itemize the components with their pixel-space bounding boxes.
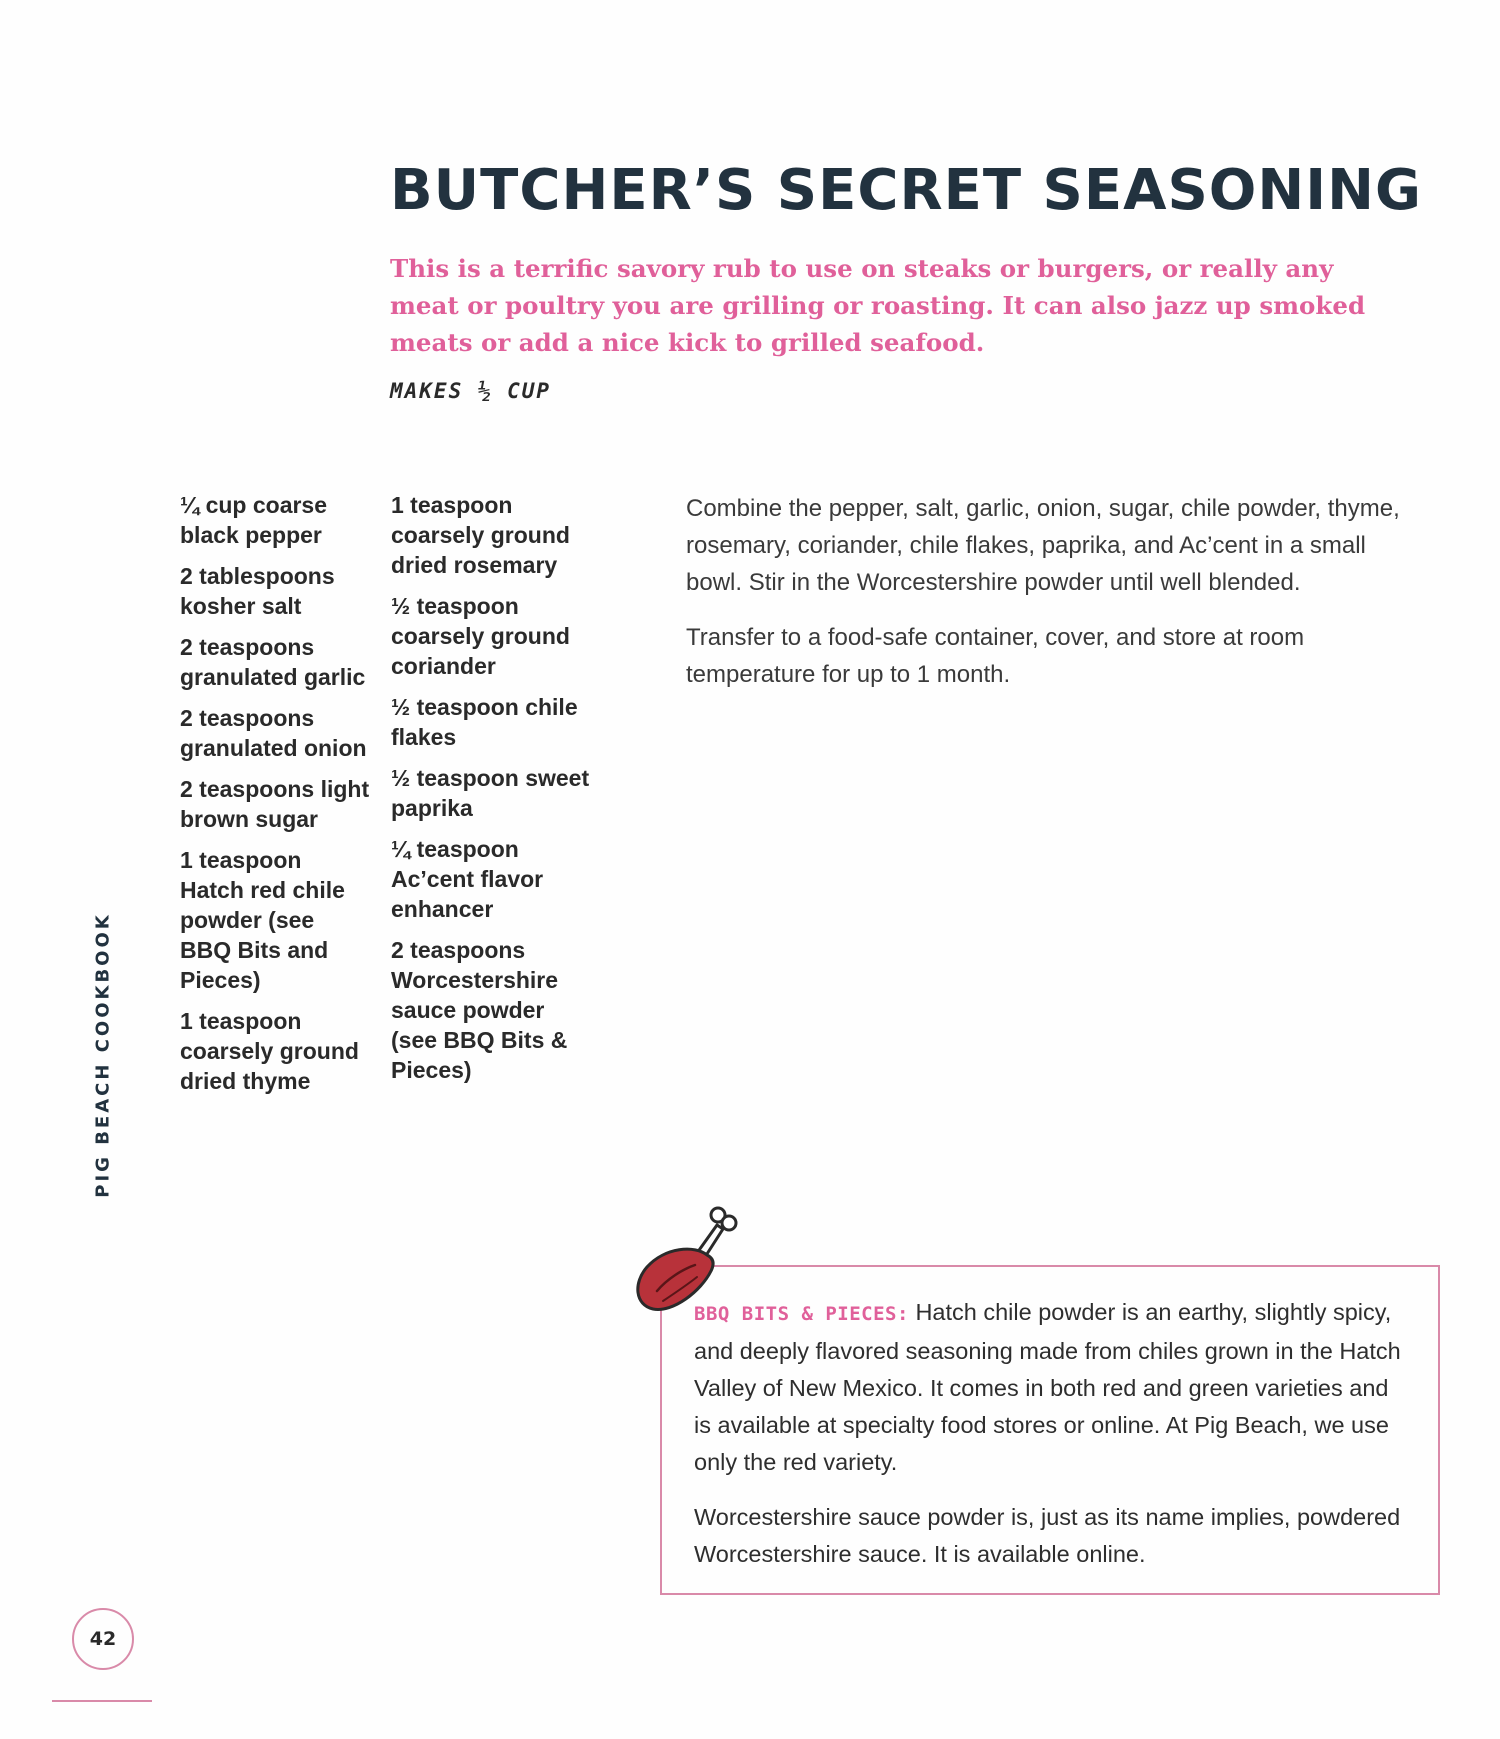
drumstick-icon (625, 1195, 760, 1330)
ingredient-item: ½ teaspoon chile flakes (391, 694, 578, 750)
tip-label: BBQ BITS & PIECES: (694, 1303, 909, 1325)
ingredient-item: 1 teaspoon Hatch red chile powder (see BBQ Bits and Pieces) (180, 847, 345, 993)
footer-divider (52, 1700, 152, 1702)
ingredient-item: ½ teaspoon sweet paprika (391, 765, 590, 821)
bbq-tip-box (660, 1265, 1440, 1595)
tip-paragraph-2: Worcestershire sauce powder is, just as its name implies, powdered Worcestershire sauce. It is available online. (694, 1504, 1401, 1567)
ingredient-item: 2 teaspoons granulated garlic (180, 634, 366, 690)
tip-paragraph-1 (694, 1294, 1404, 1481)
tip-text-1: Hatch chile powder is an earthy, slightly spicy, and deeply flavored seasoning made from chiles grown in the Hatch Valley of New Mexico. It comes in both red and green varieties and is available at specialty food stores or online. At Pig Beach, we use only the red variety. (694, 1299, 1401, 1475)
direction-step: Transfer to a food-safe container, cover, and store at room temperature for up to 1 month. (686, 624, 1305, 688)
page-number: 42 (72, 1608, 134, 1670)
ingredient-item: ½ teaspoon coarsely ground coriander (391, 593, 570, 679)
ingredients-left-column (180, 490, 370, 1107)
ingredient-item: ¼ cup coarse black pepper (180, 492, 328, 548)
ingredient-item: 2 teaspoons Worcestershire sauce powder (see BBQ Bits & Pieces) (391, 937, 568, 1083)
direction-step: Combine the pepper, salt, garlic, onion, sugar, chile powder, thyme, rosemary, coriander, chile flakes, paprika, and Ac’cent in a small bowl. Stir in the Worcestershire powder until well blended. (686, 495, 1400, 596)
recipe-intro: This is a terrific savory rub to use on steaks or burgers, or really any meat or poultry you are grilling or roasting. It can also jazz up smoked meats or add a nice kick to grilled seafood. (390, 254, 1366, 357)
ingredient-item: 1 teaspoon coarsely ground dried rosemary (391, 492, 570, 578)
recipe-title: BUTCHER’S SECRET SEASONING (390, 158, 1422, 223)
ingredient-item: 2 tablespoons kosher salt (180, 563, 335, 619)
recipe-yield: MAKES ½ CUP (390, 379, 552, 403)
ingredient-item: 1 teaspoon coarsely ground dried thyme (180, 1008, 359, 1094)
ingredients-right-column (391, 490, 591, 1096)
ingredient-item: 2 teaspoons light brown sugar (180, 776, 370, 832)
ingredient-item: 2 teaspoons granulated onion (180, 705, 367, 761)
ingredient-item: ¼ teaspoon Ac’cent flavor enhancer (391, 836, 544, 922)
directions (686, 490, 1406, 711)
book-title-sidebar: PIG BEACH COOKBOOK (92, 912, 114, 1198)
